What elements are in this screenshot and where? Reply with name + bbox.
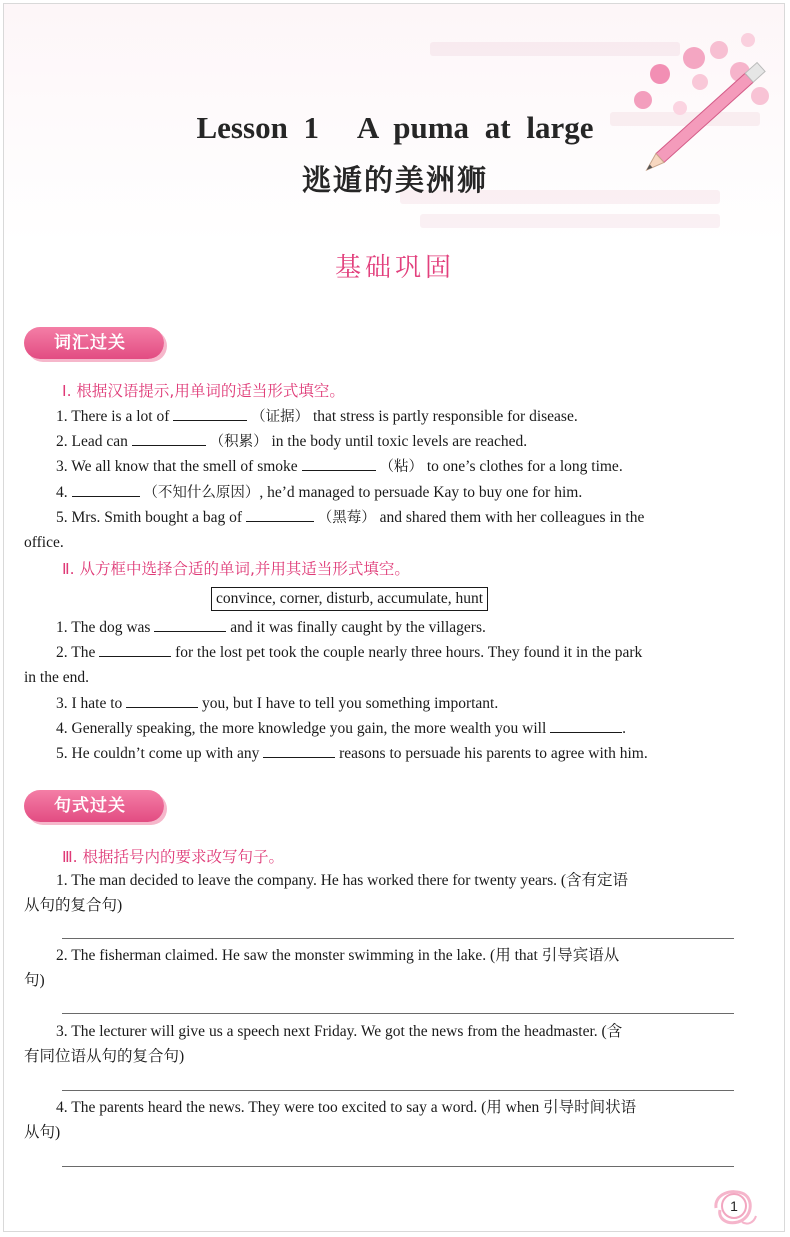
vocab-badge: 词汇过关: [24, 327, 164, 359]
page-number: 1: [721, 1193, 747, 1219]
part1-item-5: 5. Mrs. Smith bought a bag of （黑莓） and shared them with her colleagues in the: [56, 509, 645, 526]
answer-blank[interactable]: [132, 431, 206, 446]
answer-blank[interactable]: [126, 693, 198, 708]
part1-item-3: 3. We all know that the smell of smoke （粘） to one’s clothes for a long time.: [56, 458, 623, 475]
answer-line[interactable]: [62, 1090, 734, 1091]
part3-item-3-cont: 有同位语从句的复合句): [24, 1048, 185, 1065]
part1-item-4: 4. （不知什么原因）, he’d managed to persuade Kay to buy one for him.: [56, 484, 583, 501]
lesson-chinese-title: 逃遁的美洲狮: [301, 163, 488, 197]
part1-item-5-cont: office.: [24, 534, 64, 551]
lesson-name: A puma at large: [356, 110, 594, 145]
part1-item-1: 1. There is a lot of （证据） that stress is partly responsible for disease.: [56, 408, 578, 425]
answer-line[interactable]: [62, 1166, 734, 1167]
part3-item-1: 1. The man decided to leave the company. He has worked there for twenty years. (含有定语: [56, 872, 629, 889]
part1-item-2: 2. Lead can （积累） in the body until toxic levels are reached.: [56, 433, 528, 450]
part3-item-2: 2. The fisherman claimed. He saw the monster swimming in the lake. (用 that 引导宾语从: [56, 947, 620, 964]
answer-blank[interactable]: [99, 642, 171, 657]
answer-blank[interactable]: [246, 507, 314, 522]
part3-item-2-cont: 句): [24, 972, 45, 989]
word-box: convince, corner, disturb, accumulate, hunt: [211, 587, 488, 611]
lesson-number: Lesson 1: [196, 110, 320, 145]
answer-blank[interactable]: [302, 456, 376, 471]
answer-blank[interactable]: [72, 482, 140, 497]
part2-heading: Ⅱ. 从方框中选择合适的单词,并用其适当形式填空。: [62, 560, 410, 578]
part2-item-1: 1. The dog was and it was finally caught by the villagers.: [56, 619, 486, 636]
part2-item-5: 5. He couldn’t come up with any reasons to persuade his parents to agree with him.: [56, 745, 648, 762]
part3-item-1-cont: 从句的复合句): [24, 897, 123, 914]
section-title: 基础巩固: [334, 253, 455, 283]
answer-line[interactable]: [62, 1013, 734, 1014]
answer-blank[interactable]: [263, 743, 335, 758]
part2-item-3: 3. I hate to you, but I have to tell you something important.: [56, 695, 499, 712]
part2-item-2: 2. The for the lost pet took the couple nearly three hours. They found it in the park: [56, 644, 643, 661]
part1-heading: Ⅰ. 根据汉语提示,用单词的适当形式填空。: [62, 382, 345, 400]
part3-item-4: 4. The parents heard the news. They were too excited to say a word. (用 when 引导时间状语: [56, 1099, 637, 1116]
part3-item-4-cont: 从句): [24, 1124, 61, 1141]
answer-blank[interactable]: [550, 718, 622, 733]
part3-item-3: 3. The lecturer will give us a speech next Friday. We got the news from the headmaster. (含: [56, 1023, 623, 1040]
answer-blank[interactable]: [154, 617, 226, 632]
answer-line[interactable]: [62, 938, 734, 939]
part3-heading: Ⅲ. 根据括号内的要求改写句子。: [62, 848, 285, 866]
lesson-title: [0, 110, 790, 146]
answer-blank[interactable]: [173, 406, 247, 421]
sentence-badge: 句式过关: [24, 790, 164, 822]
part2-item-4: 4. Generally speaking, the more knowledge you gain, the more wealth you will .: [56, 720, 627, 737]
page-number-badge: [708, 1186, 758, 1228]
part2-item-2-cont: in the end.: [24, 669, 89, 686]
